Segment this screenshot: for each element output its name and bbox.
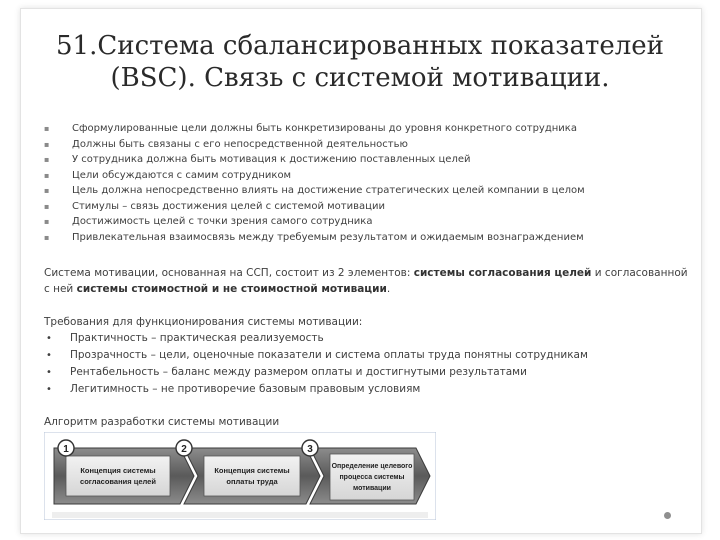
bullet-item: ▪ Стимулы – связь достижения целей с системой мотивации bbox=[44, 199, 585, 215]
requirements-list bbox=[44, 330, 588, 398]
diagram-step-1 bbox=[54, 440, 194, 504]
bullet-item: ▪ Цели обсуждаются с самим сотрудником bbox=[44, 168, 585, 184]
step-label-line: согласования целей bbox=[80, 477, 156, 486]
step-number: 2 bbox=[181, 444, 187, 455]
bullet-item: ▪ Цель должна непосредственно влиять на достижение стратегических целей компании в целом bbox=[44, 183, 585, 199]
diagram-step-2 bbox=[176, 440, 320, 504]
bullet-item: ▪ У сотрудника должна быть мотивация к достижению поставленных целей bbox=[44, 152, 585, 168]
para-bold-1: системы согласования целей bbox=[413, 267, 592, 279]
title-line-1: 51.Система сбалансированных показателей bbox=[56, 31, 664, 61]
requirement-item: • Практичность – практическая реализуемость bbox=[44, 330, 588, 347]
requirement-item: • Прозрачность – цели, оценочные показатели и система оплаты труда понятны сотрудникам bbox=[44, 347, 588, 364]
para-bold-2: системы стоимостной и не стоимостной мотивации bbox=[76, 283, 387, 295]
title-line-2: (BSC). Связь с системой мотивации. bbox=[110, 63, 610, 93]
step-label-line: оплаты труда bbox=[226, 477, 278, 486]
step-label-line: процесса системы bbox=[339, 474, 405, 481]
diagram-shadow-bar bbox=[52, 512, 428, 518]
step-label-line: мотивации bbox=[353, 485, 391, 492]
bullet-item: ▪ Должны быть связаны с его непосредственной деятельностью bbox=[44, 137, 585, 153]
requirement-item: • Рентабельность – баланс между размером оплаты и достигнутыми результатами bbox=[44, 364, 588, 381]
step-number: 3 bbox=[307, 444, 313, 455]
step-label-line: Концепция системы bbox=[80, 466, 156, 475]
bullet-item: ▪ Привлекательная взаимосвязь между требуемым результатом и ожидаемым вознаграждением bbox=[44, 230, 585, 246]
bullet-item: ▪ Достижимость целей с точки зрения самого сотрудника bbox=[44, 214, 585, 230]
step-number: 1 bbox=[63, 444, 69, 455]
bullet-item: ▪ Сформулированные цели должны быть конкретизированы до уровня конкретного сотрудника bbox=[44, 121, 585, 137]
requirement-item: • Легитимность – не противоречие базовым правовым условиям bbox=[44, 381, 588, 398]
algorithm-heading: Алгоритм разработки системы мотивации bbox=[44, 416, 280, 428]
algorithm-diagram bbox=[44, 432, 436, 520]
para-text-2: и согласованной с ней bbox=[44, 267, 688, 295]
para-text-1: Система мотивации, основанная на ССП, состоит из 2 элементов: bbox=[44, 267, 414, 279]
motivation-system-paragraph bbox=[44, 265, 694, 297]
step-label-line: Определение целевого bbox=[331, 463, 413, 470]
goals-bullet-list bbox=[44, 121, 585, 245]
step-label-line: Концепция системы bbox=[214, 466, 290, 475]
para-text-3: . bbox=[386, 283, 391, 295]
slide-decoration-dot bbox=[664, 512, 671, 519]
requirements-heading: Требования для функционирования системы мотивации: bbox=[44, 316, 363, 328]
slide-title bbox=[0, 30, 720, 94]
